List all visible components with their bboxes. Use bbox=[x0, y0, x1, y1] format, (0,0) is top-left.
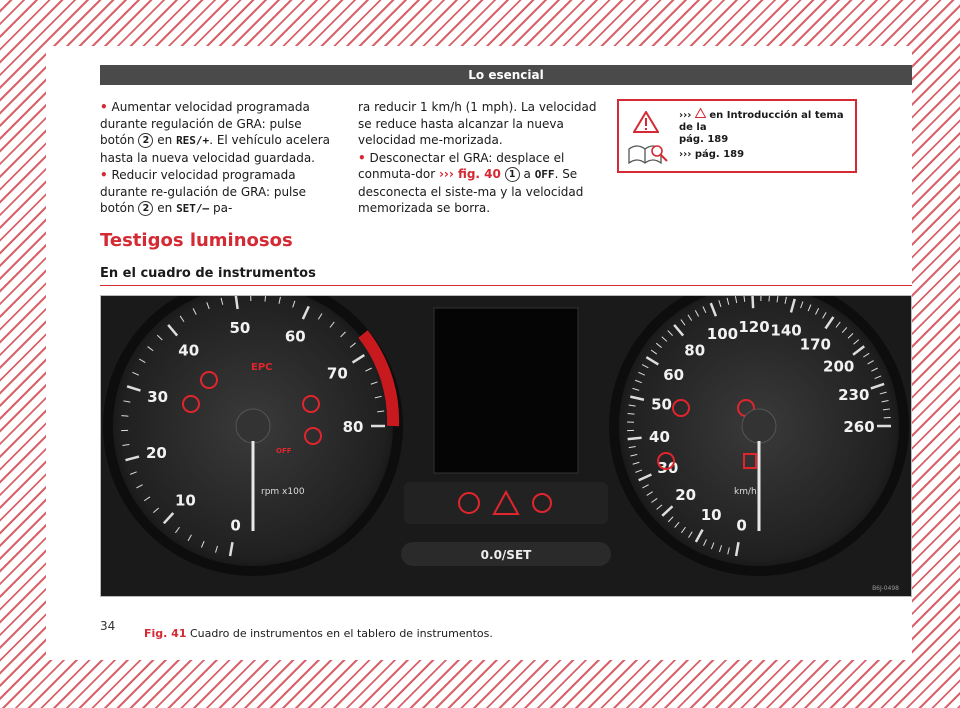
rpm-tick-label: 0 bbox=[230, 516, 241, 535]
warning-box bbox=[617, 99, 857, 173]
page-number: 34 bbox=[100, 619, 116, 633]
rpm-unit-label: rpm x100 bbox=[261, 487, 305, 497]
speed-unit-label: km/h bbox=[734, 487, 757, 497]
rpm-tick-label: 40 bbox=[178, 341, 200, 360]
rpm-tick-label: 10 bbox=[175, 491, 196, 510]
instrument-cluster-illustration bbox=[101, 296, 911, 596]
section-subtitle: En el cuadro de instrumentos bbox=[100, 266, 316, 281]
speed-tick-label: 20 bbox=[675, 486, 697, 505]
speed-tick-label: 0 bbox=[736, 516, 747, 535]
warning-lamp-panel bbox=[404, 482, 608, 524]
section-title: Testigos luminosos bbox=[100, 230, 293, 251]
column-left bbox=[100, 99, 336, 219]
rpm-tick-label: 70 bbox=[326, 364, 348, 383]
speed-tick-label: 30 bbox=[657, 459, 679, 478]
section-divider bbox=[100, 285, 912, 286]
tachometer-hub bbox=[236, 409, 270, 443]
rpm-tick bbox=[121, 416, 128, 417]
figure-frame bbox=[100, 295, 912, 597]
paragraph-disconnect: • Desconectar el GRA: desplace el conmuta-dor ››› fig. 40 1 a OFF. Se desconecta el siste-ma y la velocidad memorizada se borra. bbox=[358, 150, 584, 215]
paragraph-decrease-speed: • Reducir velocidad programada durante re-gulación de GRA: pulse botón 2 en SET/– pa- bbox=[100, 168, 307, 215]
speed-tick bbox=[752, 296, 753, 308]
rpm-tick-label: 80 bbox=[342, 418, 364, 436]
speed-tick-label: 60 bbox=[663, 365, 685, 384]
warning-triangle-icon bbox=[633, 111, 659, 133]
speed-tick bbox=[628, 414, 635, 415]
speedometer-hub bbox=[742, 409, 776, 443]
figure-caption: Fig. 41 Cuadro de instrumentos en el tablero de instrumentos. bbox=[144, 627, 493, 640]
speed-tick-label: 100 bbox=[706, 324, 739, 343]
page-header: Lo esencial bbox=[100, 65, 912, 85]
display-text: 0.0/SET bbox=[480, 548, 532, 562]
speed-tick-label: 170 bbox=[799, 335, 831, 354]
center-display bbox=[434, 308, 578, 473]
speed-tick-label: 80 bbox=[684, 341, 706, 360]
speed-tick-label: 120 bbox=[738, 318, 770, 337]
speed-tick-label: 230 bbox=[838, 386, 870, 405]
figure-link[interactable]: ››› fig. 40 bbox=[438, 167, 501, 181]
warning-ref-page[interactable]: ››› pág. 189 bbox=[679, 149, 745, 160]
warning-ref-intro[interactable]: ››› en Introducción al tema de la pág. 189 bbox=[679, 110, 844, 145]
speed-tick-label: 200 bbox=[823, 357, 855, 376]
speed-tick bbox=[769, 296, 770, 301]
column-middle bbox=[358, 99, 598, 218]
paragraph-increase-speed: • Aumentar velocidad programada durante regulación de GRA: pulse botón 2 en RES/+. El vehículo acelera hasta la nueva velocidad guardada. bbox=[100, 100, 331, 165]
page bbox=[46, 46, 912, 660]
speed-tick-label: 40 bbox=[649, 427, 670, 446]
rpm-tick-label: 20 bbox=[145, 443, 167, 462]
rpm-tick bbox=[265, 296, 266, 302]
book-search-icon bbox=[627, 143, 671, 167]
esc-off-label: OFF bbox=[276, 447, 292, 455]
image-code: B6J-0498 bbox=[872, 585, 899, 592]
rpm-tick-label: 30 bbox=[147, 387, 169, 406]
speed-tick-label: 260 bbox=[843, 418, 875, 436]
speed-tick-label: 140 bbox=[770, 321, 802, 340]
paragraph-continue: ra reducir 1 km/h (1 mph). La velocidad se reduce hasta alcanzar la nueva velocidad me-morizada. bbox=[358, 100, 597, 147]
rpm-tick-label: 50 bbox=[229, 318, 251, 337]
speed-tick bbox=[628, 438, 642, 439]
rpm-tick-label: 60 bbox=[284, 327, 306, 346]
epc-lamp-label: EPC bbox=[251, 362, 273, 373]
speed-tick-label: 50 bbox=[651, 395, 672, 414]
speed-tick-label: 10 bbox=[700, 505, 722, 524]
small-warning-icon bbox=[695, 108, 706, 118]
